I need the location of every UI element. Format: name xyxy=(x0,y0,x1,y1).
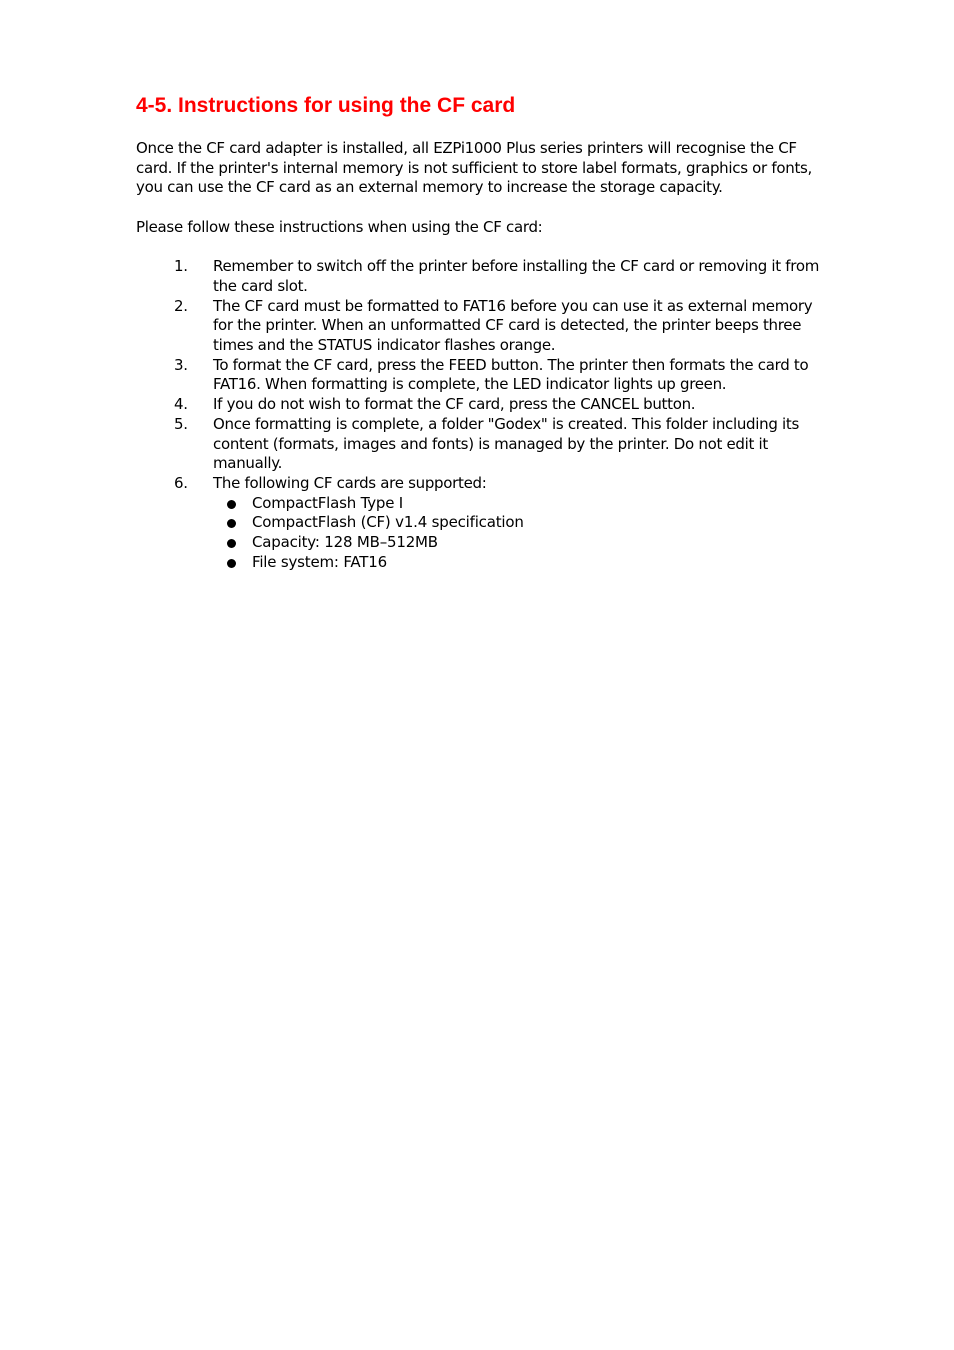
step-text: If you do not wish to format the CF card, press the CANCEL button. xyxy=(213,395,696,414)
instruction-step-4 xyxy=(136,395,820,415)
step-text: To format the CF card, press the FEED button. The printer then formats the card to FAT16. When formatting is complete, the LED indicator lights up green. xyxy=(213,355,809,394)
instruction-step-1 xyxy=(136,257,820,296)
supported-card-item xyxy=(213,553,820,573)
supported-card-text: Capacity: 128 MB–512MB xyxy=(252,533,438,552)
step-number: 1. xyxy=(174,257,188,276)
intro-paragraph: Once the CF card adapter is installed, all EZPi1000 Plus series printers will recognise the CF card. If the printer's internal memory is not sufficient to store label formats, graphics or fonts, you can use the CF card as an external memory to increase the storage capacity. xyxy=(136,139,813,197)
step-number: 3. xyxy=(174,355,188,374)
supported-card-item xyxy=(213,494,820,514)
bullet-dot-icon xyxy=(227,519,236,528)
instruction-step-5 xyxy=(136,415,820,474)
instructions-list xyxy=(136,257,820,572)
document-page xyxy=(136,88,820,572)
instructions-lead-paragraph: Please follow these instructions when using the CF card: xyxy=(136,217,543,236)
step-number: 5. xyxy=(174,414,188,433)
step-text: The following CF cards are supported: xyxy=(213,473,487,492)
bullet-dot-icon xyxy=(227,539,236,548)
step-number: 4. xyxy=(174,395,188,414)
section-heading: 4-5. Instructions for using the CF card xyxy=(136,94,516,117)
supported-card-item xyxy=(213,513,820,533)
step-number: 6. xyxy=(174,473,188,492)
supported-card-text: CompactFlash Type I xyxy=(252,493,404,512)
step-text: Remember to switch off the printer before installing the CF card or removing it from the card slot. xyxy=(213,257,820,295)
step-number: 2. xyxy=(174,296,188,315)
supported-card-item xyxy=(213,533,820,553)
step-text: The CF card must be formatted to FAT16 before you can use it as external memory for the printer. When an unformatted CF card is detected, the printer beeps three times and the STATUS indicator flashes orange. xyxy=(213,296,813,354)
supported-cards-list xyxy=(213,494,820,573)
step-text: Once formatting is complete, a folder "Godex" is created. This folder including its content (formats, images and fonts) is managed by the printer. Do not edit it manually. xyxy=(213,414,799,473)
bullet-dot-icon xyxy=(227,500,236,509)
instruction-step-6 xyxy=(136,474,820,573)
supported-card-text: CompactFlash (CF) v1.4 specification xyxy=(252,513,524,532)
bullet-dot-icon xyxy=(227,559,236,568)
instruction-step-2 xyxy=(136,297,820,356)
instruction-step-3 xyxy=(136,356,820,395)
supported-card-text: File system: FAT16 xyxy=(252,552,387,571)
